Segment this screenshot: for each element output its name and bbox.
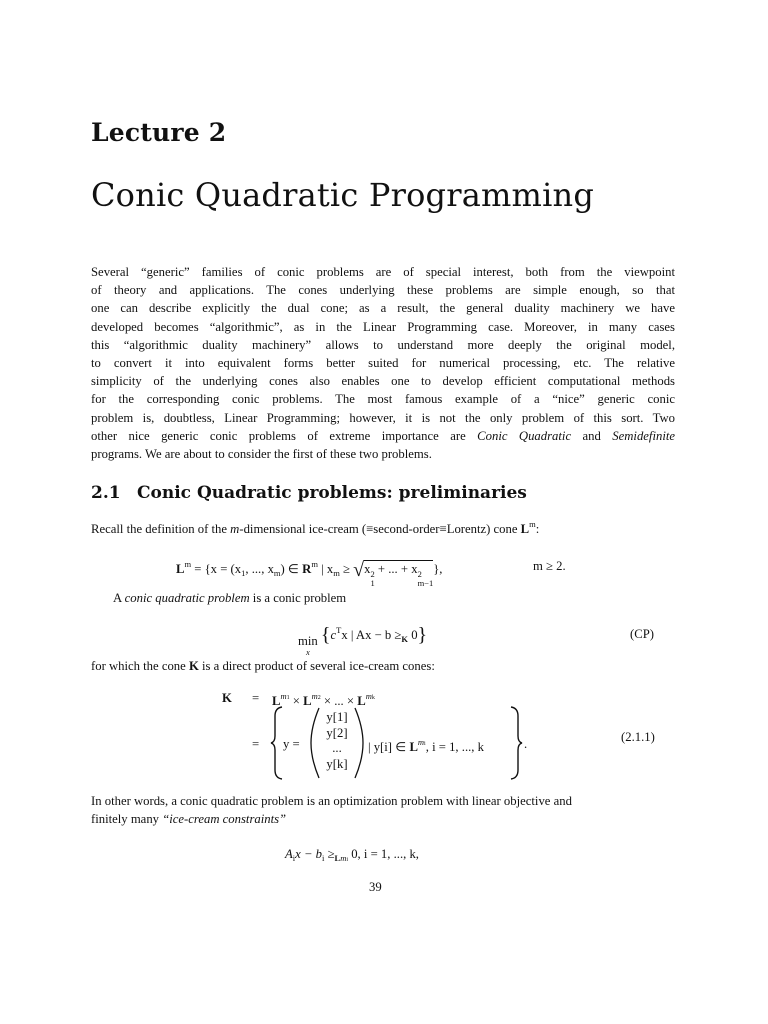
section-title: Conic Quadratic problems: preliminaries [137,483,527,503]
equation-tag-cp: (CP) [630,627,654,641]
vector-entry: y[2] [326,725,348,740]
subscript: 1 [241,568,246,578]
text: Recall the definition of the [91,522,231,536]
cone-sentence [91,659,435,674]
math-text: min [298,634,318,648]
math-text: | x [317,562,334,576]
math-text: | y[i] ∈ [368,740,410,754]
math-text: × ... × [320,694,358,708]
sup-sub-stack [418,570,434,588]
superscript [280,691,289,701]
intro-line [91,427,675,445]
equation-lorentz-cone [176,559,442,588]
section-number: 2.1 [91,483,121,503]
superscript: m [184,559,192,569]
subscript: 1 [286,695,290,701]
other-words-line-1: In other words, a conic quadratic problem is an optimization problem with linear objective and [91,794,572,808]
superscript: m [529,519,536,529]
text: for which the cone [91,659,189,673]
text: is a conic problem [249,591,347,605]
other-words-line-2 [91,812,286,827]
text: finitely many [91,812,163,826]
equation-211-y-eq: y = [283,737,300,751]
equation-tag-211: (2.1.1) [621,730,655,744]
subscript: i [322,853,325,863]
equation-ice-cream-constraints [285,847,419,863]
math-var: L [357,694,366,708]
intro-line: this “algorithmic duality machinery” allows to understand more deeply the original model, [91,337,675,352]
math-var: m [311,691,318,701]
text: -dimensional ice-cream (≡second-order≡Lorentz) cone [239,522,521,536]
math-text: + ... + x [374,562,418,576]
emphasis: conic quadratic problem [124,591,250,605]
superscript: 2 [417,569,422,579]
superscript: T [336,625,342,635]
equation-211-equals-2: = [252,737,260,751]
subscript: m [273,568,281,578]
intro-line: simplicity of the underlying cones also enables one to develop efficient computational methods [91,374,675,389]
sqrt-sign: √ [353,559,365,581]
superscript: m [311,559,318,569]
text: is a direct product of several ice-cream cones: [198,659,435,673]
math-var: L [272,694,281,708]
equation-cp [298,624,427,658]
math-var: m [230,522,240,536]
math-text: }, [433,562,443,576]
intro-emphasis: Semidefinite [612,428,675,443]
brace-right: } [417,624,428,646]
emphasis: “ice-cream constraints” [162,812,287,826]
sqrt-radicand [364,560,434,588]
equation-lorentz-condition: m ≥ 2. [533,559,566,573]
big-brace-left [270,706,284,780]
math-var: L [176,562,185,576]
math-text: , i = 1, ..., k [425,740,484,754]
math-text: 0 [408,628,418,642]
paren-right [354,707,364,779]
min-operator [298,636,318,658]
intro-line: Several “generic” families of conic problems are of special interest, both from the viewpoint [91,265,675,279]
intro-line: one can describe explicitly the dual cone; as a result, the general duality machinery we have [91,301,675,316]
intro-paragraph [91,263,675,463]
brace-left: { [320,624,331,646]
intro-line: developed becomes “algorithmic”, as in the Linear Programming case. Moreover, in many cases [91,319,675,334]
math-text: x [364,562,371,576]
subscript: m−1 [417,578,434,588]
vector-entry: ... [332,741,342,755]
math-var: c [330,628,337,642]
math-var: L [409,740,418,754]
subscript: m [333,568,340,578]
math-text: 0, i = 1, ..., k, [348,847,419,861]
math-text: ) ∈ [280,562,303,576]
vector-entries [322,710,352,772]
text: : [535,522,540,536]
intro-line: problem is, doubtless, Linear Programming; however, it is not the only problem of this sort. Two [91,410,675,425]
section-heading [91,483,527,503]
lecture-label: Lecture 2 [91,118,227,147]
big-brace-right [509,706,523,780]
math-var: m [365,691,372,701]
subscript: 1 [370,578,375,588]
math-var: K [188,659,199,673]
math-var: m [340,853,347,863]
math-text: x − b [295,847,323,861]
subscript: i [292,853,296,863]
equation-211-condition [368,737,484,755]
math-text: ≥ [324,847,335,861]
intro-line: for the corresponding conic problems. The most famous example of a “nice” generic conic [91,392,675,407]
superscript [312,691,321,701]
math-text: x | Ax − b ≥ [341,628,402,642]
math-text: , ..., x [245,562,274,576]
math-var: m [417,737,425,747]
subscript: i [346,857,349,863]
subscript: k [371,695,375,701]
page-number: 39 [369,880,382,894]
intro-text: and [571,428,613,443]
math-var: R [302,562,312,576]
subscript: 2 [317,695,321,701]
math-var: L [334,853,341,863]
vector-entry: y[1] [326,710,348,724]
math-text: ≥ [339,562,354,576]
math-var: L [520,522,530,536]
intro-emphasis: Conic Quadratic [477,428,572,443]
equation-211-period: . [524,737,528,751]
subscript [335,853,348,863]
paren-left [310,707,320,779]
math-var: A [285,847,293,861]
cqp-definition-sentence [113,591,346,606]
subscript: x [305,647,310,657]
equation-211-equals: = [252,691,260,705]
chapter-title: Conic Quadratic Programming [91,176,595,214]
math-var: m [280,691,287,701]
recall-sentence [91,519,539,537]
math-var: L [303,694,312,708]
subscript: K [401,634,409,644]
intro-line: to convert it into equivalent forms better suited for numerical processing, etc. The relative [91,356,675,371]
math-text: × [289,694,304,708]
equation-211-lhs: K [222,691,232,705]
intro-line: of theory and applications. The cones underlying these problems are simple enough, so that [91,283,675,298]
superscript [366,691,375,701]
intro-line: programs. We are about to consider the first of these two problems. [91,447,432,462]
intro-text: other nice generic conic problems of extreme importance are [91,428,478,443]
text: A [113,591,125,605]
vector-entry: y[k] [326,756,348,771]
superscript [418,737,426,747]
superscript: 2 [370,569,375,579]
subscript: i [424,741,426,747]
math-text: = {x = (x [191,562,242,576]
